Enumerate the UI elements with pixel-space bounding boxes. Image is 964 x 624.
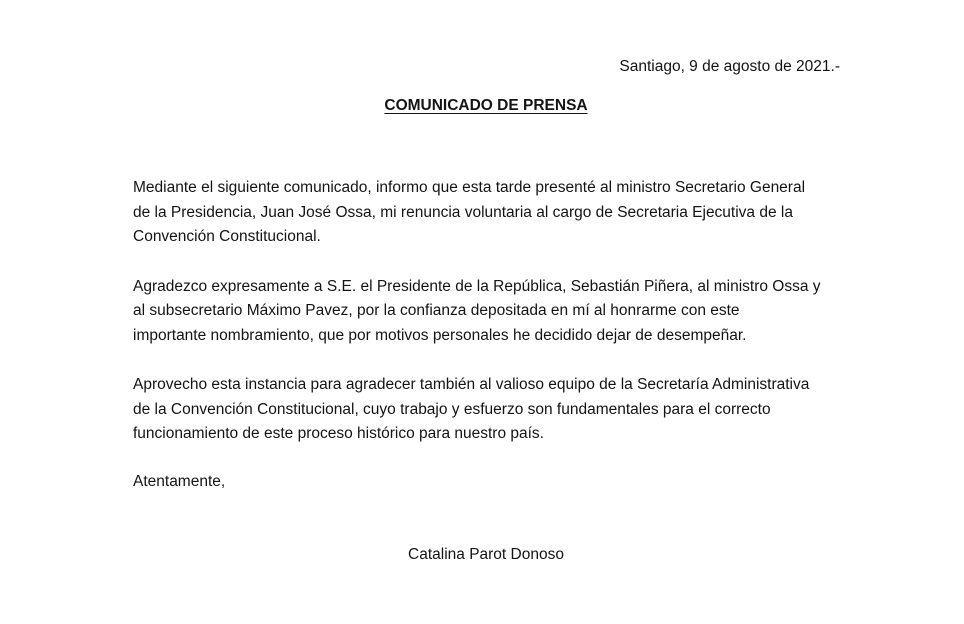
document-title: COMUNICADO DE PRENSA bbox=[384, 97, 588, 114]
paragraph-1 bbox=[133, 176, 833, 250]
paragraph-line: Mediante el siguiente comunicado, informo que esta tarde presenté al ministro Secretario General bbox=[133, 179, 806, 196]
document-date: Santiago, 9 de agosto de 2021.- bbox=[619, 58, 840, 75]
paragraph-line: Convención Constitucional. bbox=[133, 228, 321, 245]
signature-name: Catalina Parot Donoso bbox=[408, 546, 564, 563]
paragraph-line: funcionamiento de este proceso histórico para nuestro país. bbox=[133, 425, 544, 442]
closing-salutation: Atentamente, bbox=[133, 473, 226, 490]
paragraph-3 bbox=[133, 373, 833, 447]
paragraph-2 bbox=[133, 275, 833, 349]
paragraph-line: de la Convención Constitucional, cuyo trabajo y esfuerzo son fundamentales para el correcto bbox=[133, 400, 771, 418]
paragraph-line: Aprovecho esta instancia para agradecer también al valioso equipo de la Secretaría Administrativa bbox=[133, 376, 810, 393]
paragraph-line: de la Presidencia, Juan José Ossa, mi renuncia voluntaria al cargo de Secretaria Ejecutiva de la bbox=[133, 203, 793, 221]
document-body bbox=[133, 176, 833, 472]
paragraph-line: al subsecretario Máximo Pavez, por la confianza depositada en mí al honrarme con este bbox=[133, 302, 740, 319]
paragraph-line: Agradezco expresamente a S.E. el Presidente de la República, Sebastián Piñera, al ministro Ossa y bbox=[133, 277, 821, 295]
paragraph-line: importante nombramiento, que por motivos personales he decidido dejar de desempeñar. bbox=[133, 326, 747, 344]
